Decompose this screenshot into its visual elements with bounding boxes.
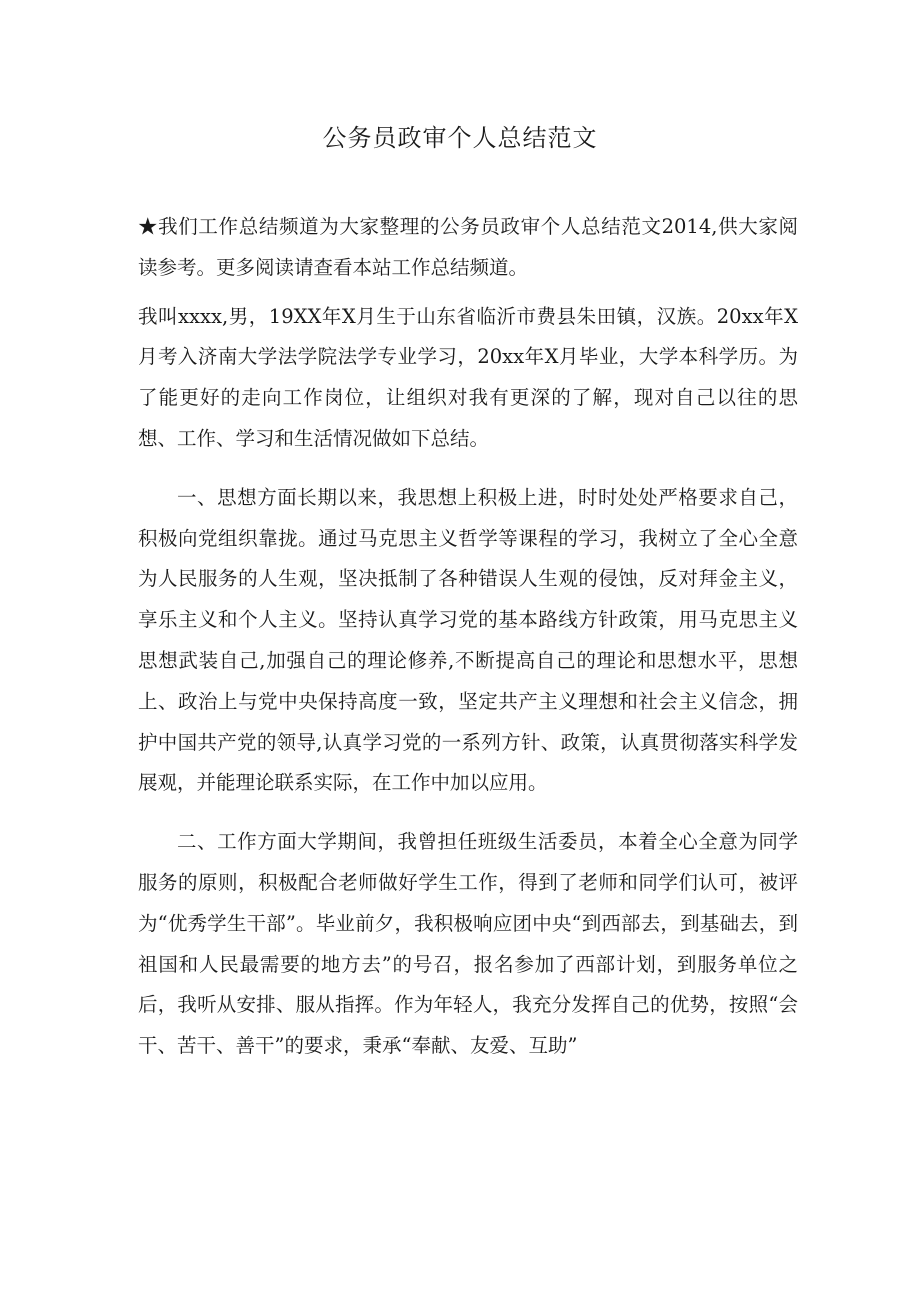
intro-paragraph: ★我们工作总结频道为大家整理的公务员政审个人总结范文2014,供大家阅读参考。更多阅读请查看本站工作总结频道。	[138, 215, 798, 279]
document-body	[138, 207, 798, 1067]
section-work-paragraph: 二、工作方面大学期间，我曾担任班级生活委员，本着全心全意为同学服务的原则，积极配合老师做好学生工作，得到了老师和同学们认可，被评为“优秀学生干部”。毕业前夕，我积极响应团中央“到西部去，到基础去，到祖国和人民最需要的地方去”的号召，报名参加了西部计划，到服务单位之后，我听从安排、服从指挥。作为年轻人，我充分发挥自己的优势，按照“会干、苦干、善干”的要求，秉承“奉献、友爱、互助”	[138, 830, 798, 1058]
section-thought-paragraph: 一、思想方面长期以来，我思想上积极上进，时时处处严格要求自己，积极向党组织靠拢。通过马克思主义哲学等课程的学习，我树立了全心全意为人民服务的人生观，坚决抵制了各种错误人生观的侵蚀，反对拜金主义，享乐主义和个人主义。坚持认真学习党的基本路线方针政策，用马克思主义思想武装自己,加强自己的理论修养,不断提高自己的理论和思想水平，思想上、政治上与党中央保持高度一致，坚定共产主义理想和社会主义信念，拥护中国共产党的领导,认真学习党的一系列方针、政策，认真贯彻落实科学发展观，并能理论联系实际，在工作中加以应用。	[138, 485, 798, 795]
bio-paragraph: 我叫xxxx,男，19XX年X月生于山东省临沂市费县朱田镇，汉族。20xx年X月考入济南大学法学院法学专业学习，20xx年X月毕业，大学本科学历。为了能更好的走向工作岗位，让组织对我有更深的了解，现对自己以往的思想、工作、学习和生活情况做如下总结。	[138, 304, 798, 450]
document-title: 公务员政审个人总结范文	[322, 124, 598, 152]
